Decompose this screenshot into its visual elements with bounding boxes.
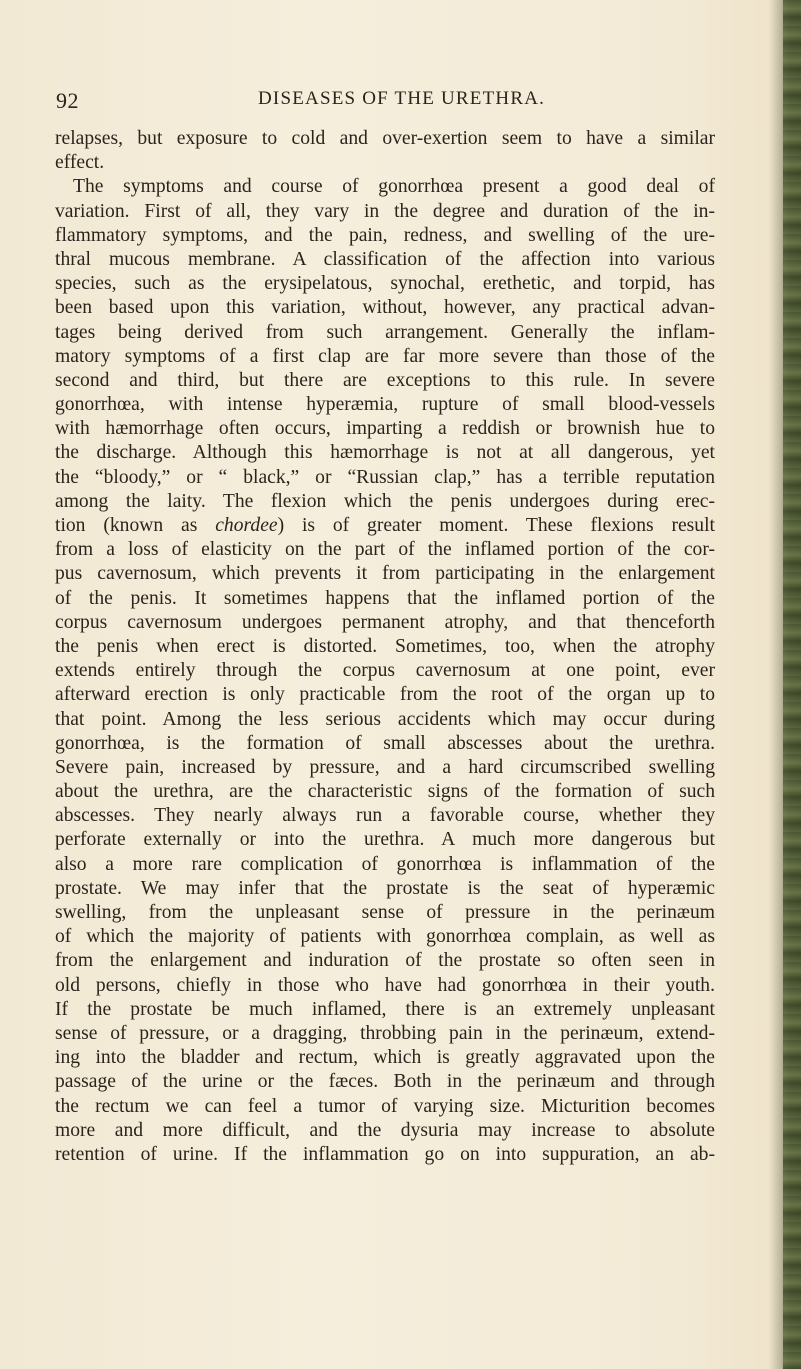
text-line: variation. First of all, they vary in the degree and duration of the in- — [55, 200, 715, 222]
text-line: passage of the urine or the fæces. Both in the perinæum and through — [55, 1071, 715, 1093]
text-line: retention of urine. If the inflammation go on into suppuration, an ab- — [55, 1143, 715, 1165]
text-line: gonorrhœa, is the formation of small abscesses about the urethra. — [55, 732, 715, 754]
text-line: about the urethra, are the characteristic signs of the formation of such — [55, 781, 715, 803]
text-line: relapses, but exposure to cold and over-exertion seem to have a similar — [55, 128, 715, 149]
text-segment: ) is of greater moment. These flexions result — [277, 515, 715, 536]
text-line: of the penis. It sometimes happens that the inflamed portion of the — [55, 587, 715, 609]
text-line: corpus cavernosum undergoes permanent atrophy, and that thenceforth — [55, 611, 715, 633]
body-text — [55, 127, 715, 1167]
text-line: prostate. We may infer that the prostate is the seat of hyperæmic — [55, 877, 715, 899]
text-line: Severe pain, increased by pressure, and a hard circumscribed swelling — [55, 756, 715, 778]
text-line: among the laity. The flexion which the penis undergoes during erec- — [55, 490, 715, 512]
text-line: abscesses. They nearly always run a favorable course, whether they — [55, 805, 715, 827]
page-edge-binding — [783, 0, 801, 1369]
text-line: old persons, chiefly in those who have had gonorrhœa in their youth. — [55, 974, 715, 996]
text-line: of which the majority of patients with gonorrhœa complain, as well as — [55, 926, 715, 948]
text-line: effect. — [55, 152, 105, 174]
text-line: also a more rare complication of gonorrhœa is inflammation of the — [55, 853, 715, 875]
text-line: species, such as the erysipelatous, synochal, erethetic, and torpid, has — [55, 273, 715, 295]
text-line: If the prostate be much inflamed, there is an extremely unpleasant — [55, 998, 715, 1020]
text-line — [55, 514, 715, 538]
page-number: 92 — [56, 88, 79, 113]
text-line: extends entirely through the corpus cavernosum at one point, ever — [55, 660, 715, 682]
page-header — [56, 88, 706, 118]
text-line: that point. Among the less serious accidents which may occur during — [55, 708, 715, 730]
running-head: DISEASES OF THE URETHRA. — [258, 88, 546, 109]
text-line: the penis when erect is distorted. Sometimes, too, when the atrophy — [55, 635, 715, 657]
text-line: the rectum we can feel a tumor of varying size. Micturition becomes — [55, 1095, 715, 1117]
text-line: tages being derived from such arrangement. Generally the inflam- — [55, 321, 715, 343]
text-line: The symptoms and course of gonorrhœa present a good deal of — [73, 176, 715, 198]
text-line: from a loss of elasticity on the part of the inflamed portion of the cor- — [55, 539, 715, 561]
text-segment: tion (known as — [55, 515, 216, 536]
text-line: the “bloody,” or “ black,” or “Russian clap,” has a terrible reputation — [55, 466, 715, 488]
text-line: ing into the bladder and rectum, which is greatly aggravated upon the — [55, 1047, 715, 1069]
text-line: with hæmorrhage often occurs, imparting a reddish or brownish hue to — [55, 418, 715, 440]
text-line: perforate externally or into the urethra. A much more dangerous but — [55, 829, 715, 851]
text-line: flammatory symptoms, and the pain, redness, and swelling of the ure- — [55, 224, 715, 246]
text-line: pus cavernosum, which prevents it from participating in the enlargement — [55, 563, 715, 585]
text-line: been based upon this variation, without, however, any practical advan- — [55, 297, 715, 319]
text-line: the discharge. Although this hæmorrhage is not at all dangerous, yet — [55, 442, 715, 464]
text-line: afterward erection is only practicable from the root of the organ up to — [55, 684, 715, 706]
italic-term: chordee — [215, 515, 278, 536]
text-line: more and more difficult, and the dysuria may increase to absolute — [55, 1119, 715, 1141]
text-line: second and third, but there are exceptions to this rule. In severe — [55, 369, 715, 391]
text-line: swelling, from the unpleasant sense of pressure in the perinæum — [55, 902, 715, 923]
text-line: matory symptoms of a first clap are far more severe than those of the — [55, 345, 715, 367]
text-line: gonorrhœa, with intense hyperæmia, rupture of small blood-vessels — [55, 394, 715, 416]
text-line: thral mucous membrane. A classification of the affection into various — [55, 248, 715, 270]
text-line: sense of pressure, or a dragging, throbbing pain in the perinæum, extend- — [55, 1022, 715, 1044]
text-line: from the enlargement and induration of the prostate so often seen in — [55, 950, 715, 972]
